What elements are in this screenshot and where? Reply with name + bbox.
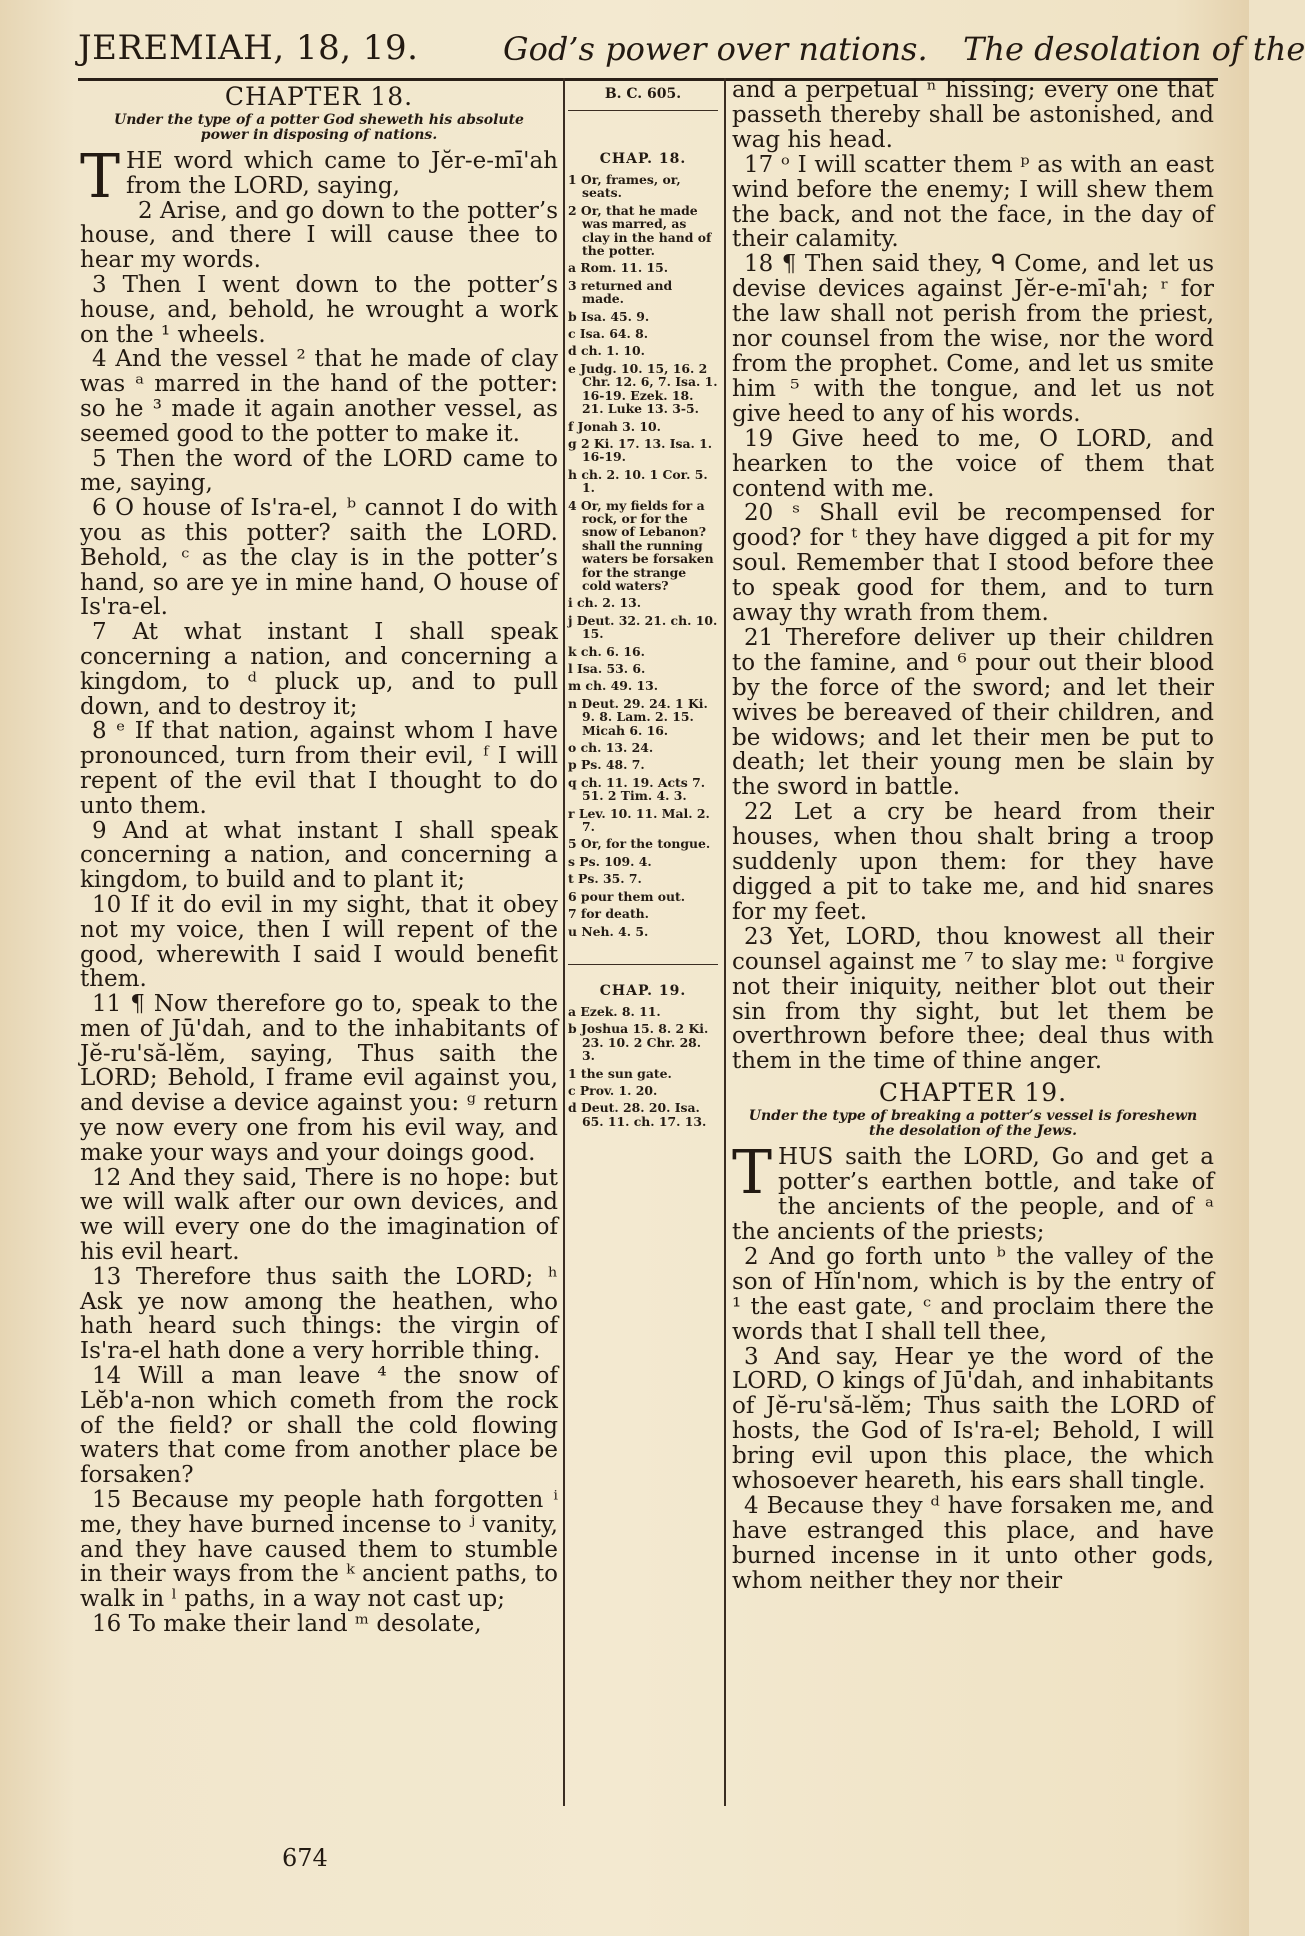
verse: 11 ¶ Now therefore go to, speak to the men of Jū'dah, and to the inhabitants of Jĕ-ru'să-lĕm, saying, Thus saith the LORD; Behold, I frame evil against you, and devise a device against you: ᵍ return ye now every one from his evil way, and make your ways and your doings good. (80, 991, 558, 1166)
margin-chapter-19-label: CHAP. 19. (599, 982, 687, 999)
verse: 23 Yet, LORD, thou knowest all their counsel against me ⁷ to slay me: ᵘ forgive not their iniquity, neither blot out their sin from thy sight, but let them be overthrown before thee; deal thus with them in the time of thine anger. (732, 923, 1214, 1075)
margin-note: h ch. 2. 10. 1 Cor. 5. 1. (568, 466, 708, 496)
page-number: 674 (282, 1844, 328, 1872)
margin-note: d Deut. 28. 20. Isa. 65. 11. ch. 17. 13. (568, 1100, 707, 1129)
verse: 10 If it do evil in my sight, that it obey not my voice, then I will repent of the good, wherewith I said I would benefit them. (80, 891, 558, 993)
verse: 6 O house of Is'ra-el, ᵇ cannot I do with you as this potter? saith the LORD. Behold, ᶜ as the clay is in the potter’s hand, so are ye in mine hand, O house of Is'ra-el. (80, 495, 558, 621)
verse (732, 1138, 1214, 1245)
margin-note: t Ps. 35. 7. (568, 871, 642, 887)
verse: 9 And at what instant I shall speak concerning a nation, and concerning a kingdom, to build and to plant it; (80, 817, 558, 894)
verse: 13 Therefore thus saith the LORD; ʰ Ask ye now among the heathen, who hath heard such things: the virgin of Is'ra-el hath done a very horrible thing. (80, 1263, 558, 1365)
margin-note: q ch. 11. 19. Acts 7. 51. 2 Tim. 4. 3. (568, 774, 706, 804)
margin-note: k ch. 6. 16. (568, 643, 645, 659)
chapter-19-summary: Under the type of breaking a potter’s vessel is foreshewn the desolation of the Jews. (748, 1108, 1198, 1140)
margin-note: 1 Or, frames, or, seats. (568, 172, 681, 201)
margin-note: 1 the sun gate. (568, 1065, 672, 1081)
verse: and a perpetual ⁿ hissing; every one that passeth thereby shall be astonished, and wag his head. (732, 77, 1214, 153)
margin-note: c Prov. 1. 20. (568, 1082, 658, 1098)
verse: 3 Then I went down to the potter’s house, and, behold, he wrought a work on the ¹ wheels. (80, 271, 558, 348)
date-note: B. C. 605. (568, 86, 718, 111)
chapter-19-notes (568, 1005, 718, 1128)
margin-references-column (568, 78, 718, 1818)
margin-note: e Judg. 10. 15, 16. 2 Chr. 12. 6, 7. Isa. 1. 16-19. Ezek. 18. 21. Luke 13. 3-5. (568, 360, 718, 417)
verse-text: HUS saith the LORD, Go and get a potter’s earthen bottle, and take of the ancients of the people, and of ᵃ the ancients of the priests; (732, 1144, 1214, 1245)
margin-note: b Isa. 45. 9. (568, 308, 650, 324)
margin-note: l Isa. 53. 6. (568, 661, 646, 676)
margin-chapter-18-label: CHAP. 18. (599, 151, 687, 167)
margin-note: f Jonah 3. 10. (568, 418, 661, 434)
verse-text: HE word which came to Jĕr-e-mī'ah from the LORD, saying, (126, 148, 558, 199)
margin-note: m ch. 49. 13. (568, 678, 659, 694)
margin-note: c Isa. 64. 8. (568, 326, 649, 342)
chapter-19-heading: CHAPTER 19. (878, 1078, 1068, 1108)
verse: 15 Because my people hath forgotten ⁱ me, they have burned incense to ʲ vanity, and they have caused them to stumble in their ways from the ᵏ ancient paths, to walk in ˡ paths, in a way not cast up; (80, 1487, 558, 1613)
margin-note: 4 Or, my fields for a rock, or for the snow of Lebanon? shall the running waters be forsaken for the strange cold waters? (568, 497, 714, 593)
header-title-right: The desolation of the (963, 30, 1305, 68)
margin-note: p Ps. 48. 7. (568, 757, 645, 773)
margin-note: g 2 Ki. 17. 13. Isa. 1. 16-19. (568, 435, 713, 465)
margin-note: j Deut. 32. 21. ch. 10. 15. (568, 612, 718, 642)
verse: 20 ˢ Shall evil be recompensed for good? for ᵗ they have digged a pit for my soul. Remember that I stood before thee to speak good for them, and to turn away thy wrath from them. (732, 500, 1214, 627)
left-text-column (80, 78, 558, 1818)
verse: 8 ᵉ If that nation, against whom I have pronounced, turn from their evil, ᶠ I will repent of the evil that I thought to do unto them. (80, 718, 558, 819)
verse: 5 Then the word of the LORD came to me, saying, (80, 445, 558, 497)
margin-note: 6 pour them out. (568, 888, 686, 904)
column-rule-right (724, 78, 726, 1806)
verse: 2 And go forth unto ᵇ the valley of the son of Hĭn'nom, which is by the entry of ¹ the east gate, ᶜ and proclaim there the words that I shall tell thee, (732, 1243, 1214, 1345)
margin-divider (568, 964, 718, 965)
margin-note: 7 for death. (568, 906, 649, 922)
margin-note: 2 Or, that he made was marred, as clay in the hand of the potter. (568, 202, 712, 259)
margin-note: b Joshua 15. 8. 2 Ki. 23. 10. 2 Chr. 28. 3. (568, 1021, 709, 1064)
verse: 7 At what instant I shall speak concerning a nation, and concerning a kingdom, to ᵈ pluck up, and to pull down, and to destroy it; (80, 619, 558, 720)
verse: 19 Give heed to me, O LORD, and hearken to the voice of them that contend with me. (732, 425, 1214, 502)
verse: 22 Let a cry be heard from their houses, when thou shalt bring a troop suddenly upon them: for they have digged a pit to take me, and hid snares for my feet. (732, 799, 1214, 925)
verse: 3 And say, Hear ye the word of the LORD, O kings of Jū'dah, and inhabitants of Jĕ-ru'să-lĕm; Thus saith the LORD of hosts, the God of Is'ra-el; Behold, I will bring evil upon this place, the which whosoever heareth, his ears shall tingle. (732, 1343, 1214, 1495)
verse: 16 To make their land ᵐ desolate, (92, 1611, 482, 1638)
margin-note: n Deut. 29. 24. 1 Ki. 9. 8. Lam. 2. 15. Micah 6. 16. (568, 695, 708, 738)
right-text-column (732, 78, 1214, 1818)
verse: 14 Will a man leave ⁴ the snow of Lĕb'a-non which cometh from the rock of the field? or shall the cold flowing waters that come from another place be forsaken? (80, 1363, 558, 1489)
verse: 4 And the vessel ² that he made of clay was ᵃ marred in the hand of the potter: so he ³ made it again another vessel, as seemed good to the potter to make it. (80, 346, 558, 447)
margin-note: i ch. 2. 13. (568, 595, 642, 611)
drop-cap: T (732, 1138, 773, 1209)
verse: 21 Therefore deliver up their children to the famine, and ⁶ pour out their blood by the force of the sword; and let their wives be bereaved of their children, and be widows; and let their men be put to death; let their young men be slain by the sword in battle. (732, 624, 1214, 801)
running-header (78, 22, 1305, 81)
column-rule-left (563, 78, 565, 1806)
margin-note: a Rom. 11. 15. (568, 260, 669, 276)
chapter-18-heading: CHAPTER 18. (224, 82, 414, 111)
chapter-18-summary: Under the type of a potter God sheweth his absolute power in disposing of nations. (114, 112, 524, 143)
margin-note: a Ezek. 8. 11. (568, 1003, 661, 1019)
margin-note: d ch. 1. 10. (568, 343, 645, 359)
verse: 12 And they said, There is no hope: but we will walk after our own devices, and we will every one do the imagination of his evil heart. (80, 1164, 558, 1266)
verse: 2 Arise, and go down to the potter’s house, and there I will cause thee to hear my words. (80, 197, 558, 274)
margin-note: 5 Or, for the tongue. (568, 836, 711, 852)
verse: 17 ᵒ I will scatter them ᵖ as with an east wind before the enemy; I will shew them the back, and not the face, in the day of their calamity. (732, 151, 1214, 253)
margin-note: s Ps. 109. 4. (568, 853, 652, 869)
margin-note: 3 returned and made. (568, 277, 673, 307)
margin-note: u Neh. 4. 5. (568, 923, 649, 939)
chapter-18-notes (568, 173, 718, 938)
verse: 4 Because they ᵈ have forsaken me, and have estranged this place, and have burned incense in it unto other gods, whom neither they nor their (732, 1492, 1214, 1594)
book-reference: JEREMIAH, 18, 19. (78, 28, 419, 68)
verse: 18 ¶ Then said they, ᑫ Come, and let us devise devices against Jĕr-e-mī'ah; ʳ for the law shall not perish from the priest, nor counsel from the wise, nor the word from the prophet. Come, and let us smite him ⁵ with the tongue, and let us not give heed to any of his words. (732, 251, 1214, 427)
verse (80, 142, 558, 212)
header-title-center: God’s power over nations. (503, 30, 928, 68)
margin-note: o ch. 13. 24. (568, 740, 654, 756)
margin-note: r Lev. 10. 11. Mal. 2. 7. (568, 805, 710, 835)
drop-cap: T (80, 142, 121, 212)
